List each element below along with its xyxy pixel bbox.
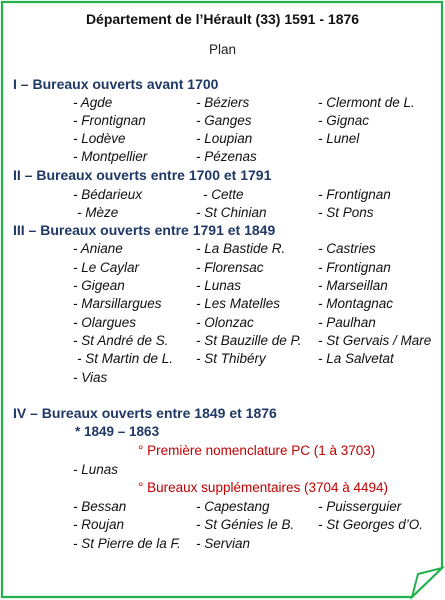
office-entry: - Bessan bbox=[73, 499, 127, 514]
office-entry: - St Pons bbox=[318, 205, 374, 220]
section-heading-1: I – Bureaux ouverts avant 1700 bbox=[13, 76, 219, 92]
office-entry: - Marseillan bbox=[318, 278, 388, 293]
document-subtitle: Plan bbox=[208, 42, 237, 57]
office-entry: - St Chinian bbox=[196, 205, 267, 220]
office-entry: - Capestang bbox=[196, 499, 270, 514]
list-row bbox=[0, 241, 445, 259]
list-row bbox=[0, 351, 445, 369]
office-entry: - Mèze bbox=[77, 205, 119, 220]
office-entry: - Le Caylar bbox=[73, 260, 140, 275]
office-entry: - Cette bbox=[203, 187, 244, 202]
list-row bbox=[0, 260, 445, 278]
office-entry: - Lodève bbox=[73, 131, 126, 146]
office-entry: - La Salvetat bbox=[318, 351, 394, 366]
list-row bbox=[0, 296, 445, 314]
list-row bbox=[0, 187, 445, 205]
office-entry: - Paulhan bbox=[318, 315, 376, 330]
list-row bbox=[0, 462, 445, 480]
section-heading-4: IV – Bureaux ouverts entre 1849 et 1876 bbox=[13, 405, 277, 421]
list-row bbox=[0, 333, 445, 351]
office-entry: - Aniane bbox=[73, 241, 123, 256]
period-heading: * 1849 – 1863 bbox=[75, 424, 160, 439]
office-entry: - St Gervais / Mare bbox=[318, 333, 432, 348]
office-entry: - Ganges bbox=[196, 113, 252, 128]
list-row bbox=[0, 205, 445, 223]
list-row bbox=[0, 149, 445, 167]
list-row bbox=[0, 499, 445, 517]
list-row bbox=[0, 536, 445, 554]
office-entry: - St Martin de L. bbox=[77, 351, 174, 366]
list-row bbox=[0, 315, 445, 333]
office-entry: - Agde bbox=[73, 95, 113, 110]
supplementary-note: ° Bureaux supplémentaires (3704 à 4494) bbox=[138, 480, 389, 495]
office-entry: - Frontignan bbox=[318, 187, 391, 202]
office-entry: - Frontignan bbox=[318, 260, 391, 275]
office-entry: - Olargues bbox=[73, 315, 137, 330]
office-entry: - St Bauzille de P. bbox=[196, 333, 302, 348]
office-entry: - Lunel bbox=[318, 131, 360, 146]
list-row bbox=[0, 370, 445, 388]
list-row bbox=[0, 131, 445, 149]
section-heading-3: III – Bureaux ouverts entre 1791 et 1849 bbox=[13, 222, 276, 238]
office-entry: - Bédarieux bbox=[73, 187, 143, 202]
office-entry: - Béziers bbox=[196, 95, 250, 110]
office-entry: - Lunas bbox=[196, 278, 242, 293]
office-entry: - Frontignan bbox=[73, 113, 146, 128]
office-entry: - Marsillargues bbox=[73, 296, 162, 311]
list-row bbox=[0, 278, 445, 296]
office-entry: - La Bastide R. bbox=[196, 241, 286, 256]
office-entry: - St Génies le B. bbox=[196, 517, 295, 532]
office-entry: - Lunas bbox=[73, 462, 119, 477]
office-entry: - Olonzac bbox=[196, 315, 254, 330]
list-row bbox=[0, 95, 445, 113]
nomenclature-note: ° Première nomenclature PC (1 à 3703) bbox=[138, 443, 376, 458]
list-row bbox=[0, 113, 445, 131]
office-entry: - Gigean bbox=[73, 278, 125, 293]
list-row bbox=[0, 517, 445, 535]
office-entry: - St Georges d’O. bbox=[318, 517, 424, 532]
office-entry: - Gignac bbox=[318, 113, 370, 128]
office-entry: - Montagnac bbox=[318, 296, 394, 311]
office-entry: - Clermont de L. bbox=[318, 95, 415, 110]
section-heading-2: II – Bureaux ouverts entre 1700 et 1791 bbox=[13, 167, 272, 183]
office-entry: - Castries bbox=[318, 241, 376, 256]
office-entry: - Roujan bbox=[73, 517, 125, 532]
office-entry: - Les Matelles bbox=[196, 296, 281, 311]
office-entry: - Florensac bbox=[196, 260, 264, 275]
office-entry: - St André de S. bbox=[73, 333, 169, 348]
office-entry: - St Pierre de la F. bbox=[73, 536, 181, 551]
document-title: Département de l’Hérault (33) 1591 - 1876 bbox=[85, 11, 360, 27]
office-entry: - Puisserguier bbox=[318, 499, 402, 514]
office-entry: - Loupian bbox=[196, 131, 253, 146]
office-entry: - Vias bbox=[73, 370, 108, 385]
office-entry: - Montpellier bbox=[73, 149, 148, 164]
office-entry: - Servian bbox=[196, 536, 251, 551]
office-entry: - St Thibéry bbox=[196, 351, 266, 366]
office-entry: - Pézenas bbox=[196, 149, 257, 164]
